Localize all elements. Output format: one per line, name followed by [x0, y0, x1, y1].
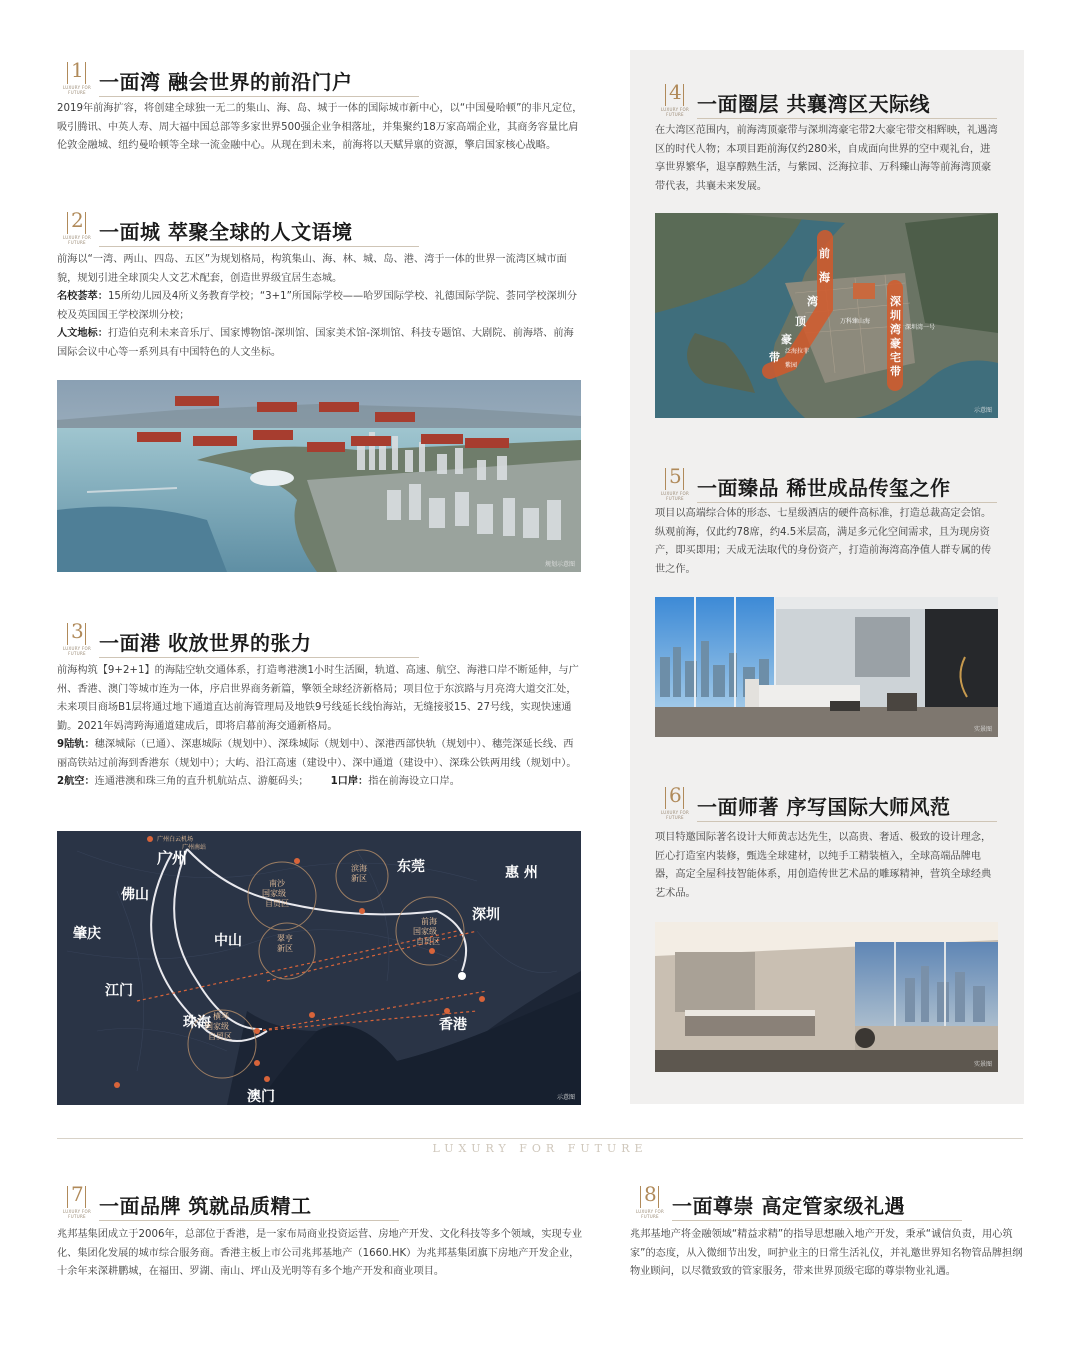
map-label-foshan: 佛山	[121, 887, 149, 903]
section-title: 一面湾 融会世界的前沿门户	[99, 70, 353, 94]
section-title: 一面师著 序写国际大师风范	[697, 795, 951, 819]
map-label-gz-airport: 广州白云机场	[157, 836, 194, 843]
section-title: 一面港 收放世界的张力	[99, 631, 312, 655]
section-2-intro: 前海以“一湾、两山、四岛、五区”为规划格局，构筑集山、海、林、城、岛、港、湾于一体的世界一流湾区城市面貌，规划引进全球顶尖人文艺术配套，创造世界级宜居生态城。	[57, 254, 567, 284]
section-3-rail: 9陆轨：穗深城际（已通）、深惠城际（规划中）、深珠城际（规划中）、深港西部快轨（规划中）、穗莞深延长线、西丽高铁站过前海到香港东（规划中）；大屿、沿江高速（建设中）、深中通道（建设中）、深珠公铁两用线（规划中）。	[57, 739, 577, 769]
belt-shenzhen-label: 深圳湾豪宅带	[890, 295, 901, 378]
map-label-huizhou: 惠 州	[505, 865, 538, 881]
image-caption: 实景图	[973, 1061, 992, 1068]
section-title: 一面尊崇 高定管家级礼遇	[672, 1194, 905, 1218]
section-title: 一面品牌 筑就品质精工	[99, 1194, 312, 1218]
clubhouse-interior-photo	[655, 597, 998, 737]
section-2-schools: 名校荟萃：15所幼儿园及4所义务教育学校；“3+1”所国际学校——哈罗国际学校、礼德国际学院、荟同学校深圳分校及英国国王学校深圳分校；	[57, 291, 578, 321]
section-3-intro: 前海构筑【9+2+1】的海陆空轨交通体系，打造粤港澳1小时生活圈，轨道、高速、航空、海港口岸不断延伸，与广州、香港、澳门等城市连为一体，序启世界商务新篇，擎领全球经济新格局；项目位于东滨路与月亮湾大道交汇处，未来项目商场B1层将通过地下通道直达前海管理局及地铁9号线延长线怡海站，无缝接驳15、27号线，实现快速通勤。2021年妈湾跨海通道建成后，即将启幕前海交通新格局。	[57, 665, 579, 732]
map-label-fanhai: 泛海拉菲	[785, 348, 810, 355]
greater-bay-area-map	[57, 831, 581, 1105]
section-number-badge: 6 LUXURY FOR FUTURE	[660, 783, 690, 820]
section-4-header	[655, 80, 1015, 128]
map-label-gz-south: 广州南站	[182, 844, 207, 851]
footer-divider	[57, 1138, 1023, 1139]
section-6-body: 项目特邀国际著名设计大师黄志达先生，以高贵、奢适、极致的设计理念，匠心打造室内装修，甄选全球建材，以纯手工精装植入，全球高端品牌电器，高定全屋科技智能体系，用创造传世艺术品的雕琢精神，营筑全球经典艺术品。	[655, 832, 992, 899]
map-label-cuiheng: 翠亨新区	[277, 934, 293, 953]
belt-qianhai-label: 前海湾顶豪带	[769, 247, 830, 364]
map-label-hengqin: 横琴国家级自贸区	[205, 1012, 232, 1041]
planning-aerial-image	[57, 380, 581, 572]
map-label-zhaoqing: 肇庆	[73, 926, 101, 942]
section-7-body: 兆邦基集团成立于2006年，总部位于香港，是一家布局商业投资运营、房地产开发、文化科技等多个领域，实现专业化、集团化发展的城市综合服务商。香港主板上市公司兆邦基地产（1660.HK）为兆邦基集团旗下房地产开发企业，十余年来深耕鹏城，在福田、罗湖、南山、坪山及光明等有多个地产开发和商业项目。	[57, 1229, 583, 1277]
section-number-badge: 4 LUXURY FOR FUTURE	[660, 80, 690, 117]
section-2-culture: 人文地标：打造伯克利未来音乐厅、国家博物馆-深圳馆、国家美术馆-深圳馆、科技专题馆、大剧院、前海塔、前海国际会议中心等一系列具有中国特色的人文坐标。	[57, 328, 574, 358]
section-2-header	[57, 208, 627, 256]
section-2-body	[57, 251, 583, 362]
section-title: 一面圈层 共襄湾区天际线	[697, 92, 930, 116]
map-label-jiangmen: 江门	[105, 983, 133, 999]
section-number-badge: 1 LUXURY FOR FUTURE	[62, 58, 92, 95]
image-caption: 示意图	[556, 1094, 575, 1101]
section-1-body: 2019年前海扩容，将创建全球独一无二的集山、海、岛、城于一体的国际城市新中心，以“中国曼哈顿”的非凡定位，吸引腾讯、中英人寿、周大福中国总部等多家世界500强企业争相落址，并集聚约18万家高端企业，其商务容量比肩伦敦金融城、纽约曼哈顿等全球一流金融中心。从现在到未来，前海将以天赋异禀的资源，擎启国家核心战略。	[57, 103, 583, 151]
map-label-binhai: 滨海新区	[351, 864, 367, 883]
image-caption: 示意图	[973, 407, 992, 414]
map-label-qianhai: 前海国家级自贸区	[413, 917, 440, 946]
section-number-badge: 8 LUXURY FOR FUTURE	[635, 1182, 665, 1219]
map-label-vanke: 万科臻山海	[840, 318, 871, 325]
map-label-guangzhou: 广州	[157, 849, 188, 867]
section-7-header	[57, 1182, 597, 1230]
footer-brand-text: LUXURY FOR FUTURE	[432, 1142, 648, 1155]
section-3-body	[57, 662, 583, 792]
section-8-header	[630, 1182, 1030, 1230]
section-title: 一面臻品 稀世成品传玺之作	[697, 476, 951, 500]
map-label-ziyuan: 紫园	[785, 362, 798, 369]
map-label-macau: 澳门	[247, 1089, 275, 1105]
living-room-photo	[655, 922, 998, 1072]
section-1-header	[57, 58, 627, 106]
section-number-badge: 7 LUXURY FOR FUTURE	[62, 1182, 92, 1219]
section-number-badge: 2 LUXURY FOR FUTURE	[62, 208, 92, 245]
bay-satellite-map	[655, 213, 998, 418]
section-6-header	[655, 783, 1015, 831]
section-3-header	[57, 619, 627, 667]
section-5-body: 项目以高端综合体的形态、七星级酒店的硬件高标准，打造总裁高定会馆。纵观前海，仅此约78席，约4.5米层高，满足多元化空间需求，且为现房资产，即买即用；天成无法取代的身份资产，打造前海湾高净值人群专属的传世之作。	[655, 508, 992, 575]
section-title: 一面城 萃聚全球的人文语境	[99, 220, 353, 244]
section-number-badge: 5 LUXURY FOR FUTURE	[660, 464, 690, 501]
map-label-szbay1: 深圳湾一号	[905, 324, 936, 331]
map-label-zhuhai: 珠海	[183, 1015, 211, 1031]
map-label-zhongshan: 中山	[214, 933, 242, 949]
map-label-dongguan: 东莞	[397, 859, 425, 875]
section-8-body: 兆邦基地产将金融领域“精益求精”的指导思想融入地产开发，秉承“诚信负责，用心筑家”的态度，从入微细节出发，呵护业主的日常生活礼仪，并礼邀世界知名物管品牌担纲物业顾问，以尽微致致的管家服务，带来世界顶级宅邸的尊崇物业礼遇。	[630, 1229, 1023, 1277]
section-3-air-port: 2航空：连通港澳和珠三角的直升机航站点、游艇码头； 1口岸：指在前海设立口岸。	[57, 776, 460, 787]
map-label-shenzhen: 深圳	[472, 907, 500, 923]
image-caption: 规划示意图	[544, 561, 575, 568]
section-number-badge: 3 LUXURY FOR FUTURE	[62, 619, 92, 656]
map-label-hongkong: 香港	[439, 1017, 467, 1033]
image-caption: 实景图	[973, 726, 992, 733]
map-label-nansha: 南沙国家级自贸区	[262, 879, 289, 908]
section-4-body: 在大湾区范围内，前海湾顶豪带与深圳湾豪宅带2大豪宅带交相辉映，礼遇湾区的时代人物；本项目距前海仅约280米，自成面向世界的空中观礼台，进享世界繁华，退享醇熟生活，与紫园、泛海拉菲、万科臻山海等前海湾顶豪带代表，共襄未来发展。	[655, 125, 998, 192]
